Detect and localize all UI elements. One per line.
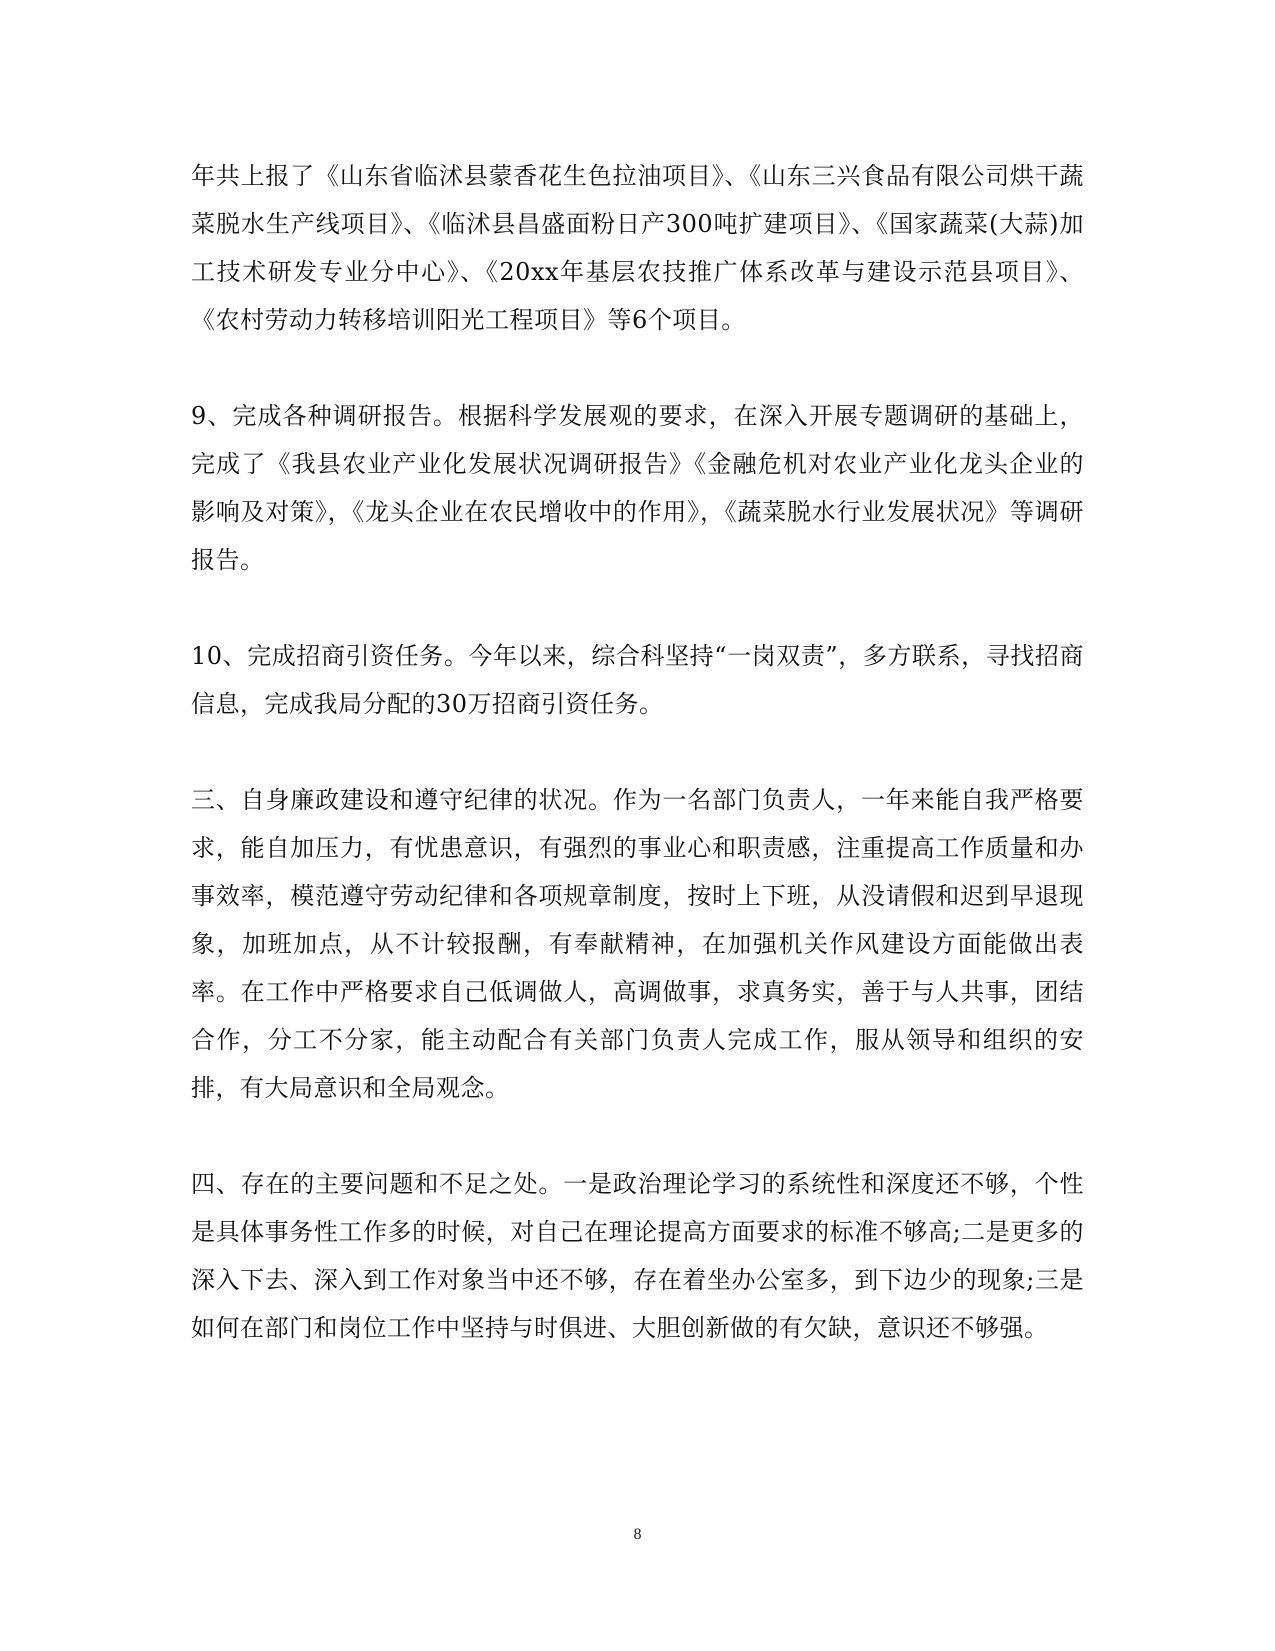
paragraph-problems-shortcomings: 四、存在的主要问题和不足之处。一是政治理论学习的系统性和深度还不够，个性是具体事务性工作多的时候，对自己在理论提高方面要求的标准不够高;二是更多的深入下去、深入到工作对象当中还不够，存在着坐办公室多，到下边少的现象;三是如何在部门和岗位工作中坚持与时俱进、大胆创新做的有欠缺，意识还不够强。 (191, 1170, 1084, 1342)
paragraph-project-list: 年共上报了《山东省临沭县蒙香花生色拉油项目》、《山东三兴食品有限公司烘干蔬菜脱水生产线项目》、《临沭县昌盛面粉日产300吨扩建项目》、《国家蔬菜(大蒜)加工技术研发专业分中心》、《20xx年基层农技推广体系改革与建设示范县项目》、《农村劳动力转移培训阳光工程项目》等6个项目。 (191, 162, 1084, 334)
paragraph-research-reports: 9、完成各种调研报告。根据科学发展观的要求，在深入开展专题调研的基础上，完成了《我县农业产业化发展状况调研报告》《金融危机对农业产业化龙头企业的影响及对策》，《龙头企业在农民增收中的作用》，《蔬菜脱水行业发展状况》等调研报告。 (191, 402, 1084, 574)
paragraph-investment-task: 10、完成招商引资任务。今年以来，综合科坚持“一岗双责”，多方联系，寻找招商信息，完成我局分配的30万招商引资任务。 (191, 642, 1084, 718)
document-body (191, 152, 1084, 1400)
paragraph-integrity-discipline: 三、自身廉政建设和遵守纪律的状况。作为一名部门负责人，一年来能自我严格要求，能自加压力，有忧患意识，有强烈的事业心和职责感，注重提高工作质量和办事效率，模范遵守劳动纪律和各项规章制度，按时上下班，从没请假和迟到早退现象，加班加点，从不计较报酬，有奉献精神，在加强机关作风建设方面能做出表率。在工作中严格要求自己低调做人，高调做事，求真务实，善于与人共事，团结合作，分工不分家，能主动配合有关部门负责人完成工作，服从领导和组织的安排，有大局意识和全局观念。 (191, 786, 1084, 1102)
page-number: 8 (633, 1526, 642, 1543)
